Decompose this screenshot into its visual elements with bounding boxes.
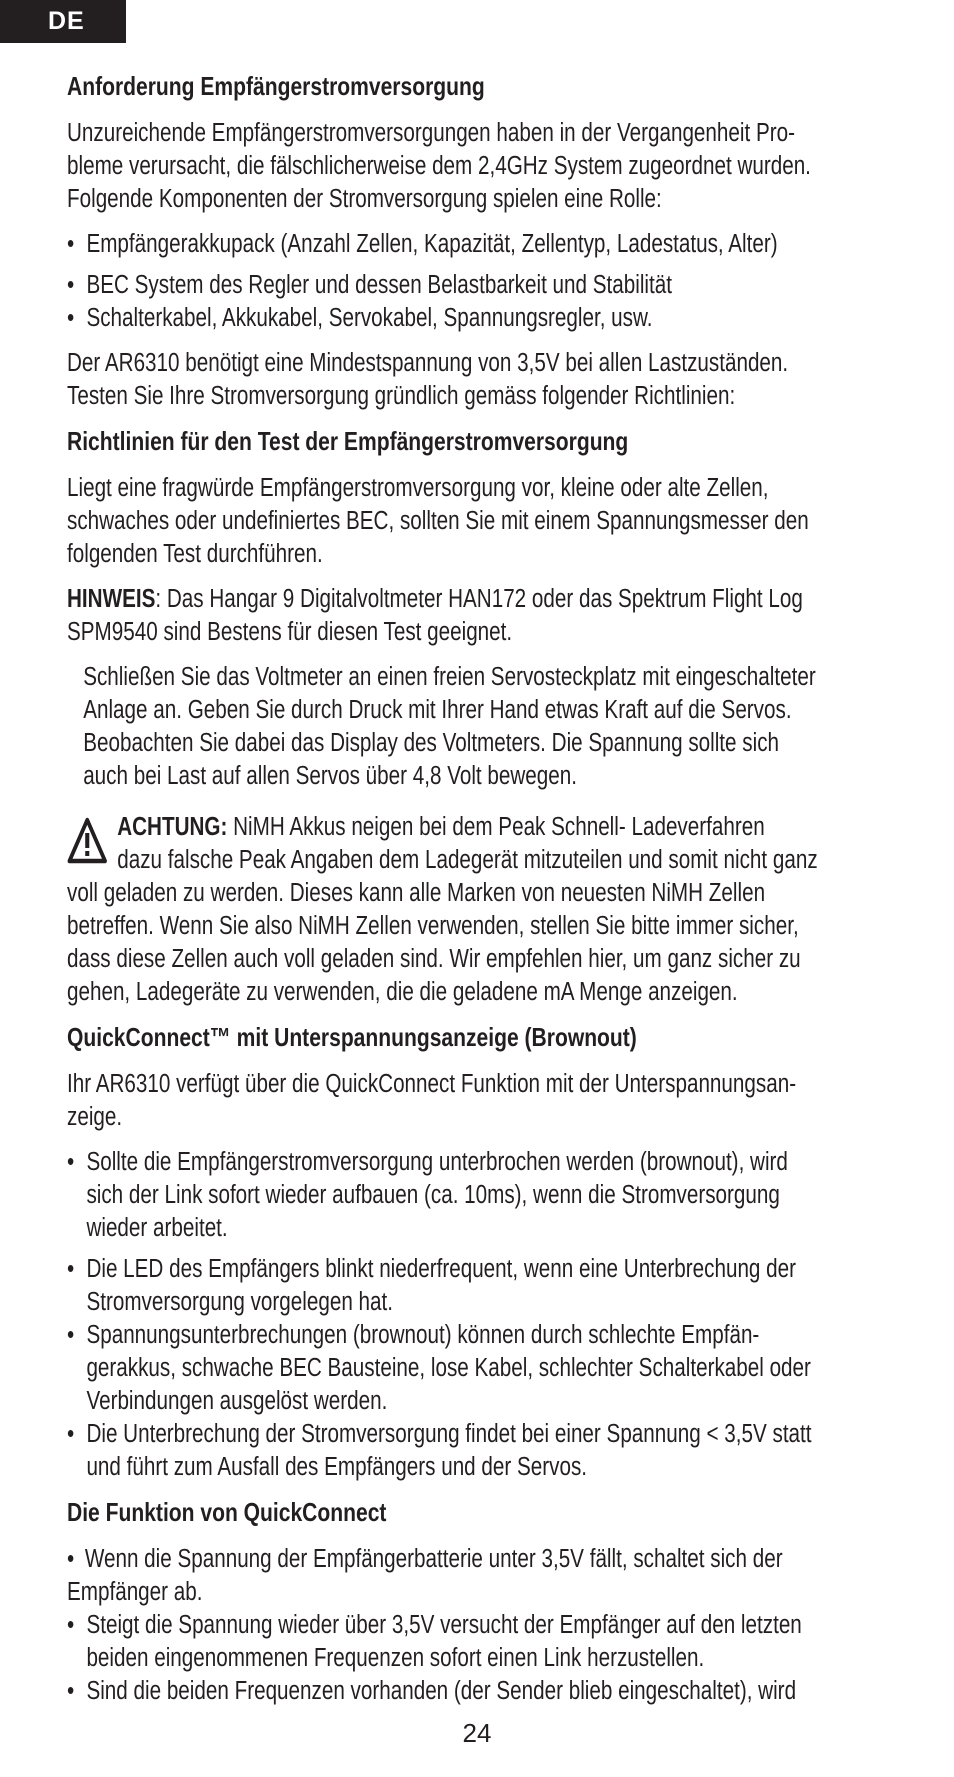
list-item: • Sollte die Empfängerstromversorgung unterbrochen werden (brownout), wird sich der Link sofort wieder aufbauen (ca. 10ms), wenn die Stromversorgung wieder arbeitet. — [67, 1146, 887, 1245]
list-item: • BEC System des Regler und dessen Belastbarkeit und Stabilität — [67, 269, 887, 302]
language-tab: DE — [0, 0, 126, 43]
quickconnect-intro: Ihr AR6310 verfügt über die QuickConnect Funktion mit der Unterspannungsan- zeige. — [67, 1070, 797, 1131]
min-voltage-paragraph: Der AR6310 benötigt eine Mindestspannung von 3,5V bei allen Lastzuständen. Testen Sie Ihre Stromversorgung gründlich gemäss folgender Richtlinien: — [67, 349, 789, 410]
heading-test-guidelines: Richtlinien für den Test der Empfängerstromversorgung — [67, 426, 629, 456]
note-label: HINWEIS — [67, 585, 156, 613]
note-paragraph: HINWEIS: Das Hangar 9 Digitalvoltmeter HAN172 oder das Spektrum Flight Log SPM9540 sind Bestens für diesen Test geeignet. — [67, 585, 803, 646]
voltmeter-instructions: Schließen Sie das Voltmeter an einen freien Servosteckplatz mit eingeschalteter Anlage an. Geben Sie durch Druck mit Ihrer Hand etwas Kraft auf die Servos. Beobachten Sie dabei das Display des Voltmeters. Die Spannung sollte sich auch bei Last auf allen Servos über 4,8 Volt bewegen. — [83, 663, 816, 790]
brownout-list — [67, 1146, 887, 1484]
test-paragraph: Liegt eine fragwürde Empfängerstromversorgung vor, kleine oder alte Zellen, schwaches oder undefiniertes BEC, sollten Sie mit einem Spannungsmesser den folgenden Test durchführen. — [67, 474, 809, 568]
warning-label: ACHTUNG: — [117, 813, 228, 841]
list-item: • Wenn die Spannung der Empfängerbatterie unter 3,5V fällt, schaltet sich der Empfänger ab. — [67, 1543, 887, 1609]
heading-quickconnect-function: Die Funktion von QuickConnect — [67, 1497, 387, 1527]
list-item: • Sind die beiden Frequenzen vorhanden (der Sender blieb eingeschaltet), wird — [67, 1675, 887, 1708]
function-list — [67, 1543, 887, 1708]
warning-paragraph: ACHTUNG: NiMH Akkus neigen bei dem Peak Schnell- Ladeverfahren dazu falsche Peak Angaben dem Ladegerät mitzuteilen und somit nicht ganz voll geladen zu werden. Dieses kann alle Marken von neuesten NiMH Zellen betreffen. Wenn Sie also NiMH Zellen verwenden, stellen Sie bitte immer sicher, dass diese Zellen auch voll geladen sind. Wir empfehlen hier, um ganz sicher zu gehen, Ladegeräte zu verwenden, die die geladene mA Menge anzeigen. — [67, 813, 818, 1006]
list-item: • Die Unterbrechung der Stromversorgung findet bei einer Spannung < 3,5V statt und führt zum Ausfall des Empfängers und der Servos. — [67, 1418, 887, 1484]
warning-triangle-icon — [67, 817, 108, 865]
heading-quickconnect-brownout: QuickConnect™ mit Unterspannungsanzeige (Brownout) — [67, 1022, 637, 1052]
list-item: • Schalterkabel, Akkukabel, Servokabel, Spannungsregler, usw. — [67, 302, 887, 335]
list-item: • Die LED des Empfängers blinkt niederfrequent, wenn eine Unterbrechung der Stromversorgung vorgelegen hat. — [67, 1253, 887, 1319]
list-item: • Steigt die Spannung wieder über 3,5V versucht der Empfänger auf den letzten beiden eingenommenen Frequenzen sofort einen Link herzustellen. — [67, 1609, 887, 1675]
component-list — [67, 228, 887, 335]
warning-block — [67, 811, 887, 1009]
list-item: • Empfängerakkupack (Anzahl Zellen, Kapazität, Zellentyp, Ladestatus, Alter) — [67, 228, 887, 261]
intro-paragraph: Unzureichende Empfängerstromversorgungen haben in der Vergangenheit Pro- bleme verursacht, die fälschlicherweise dem 2,4GHz System zugeordnet wurden. Folgende Komponenten der Stromversorgung spielen eine Rolle: — [67, 119, 811, 213]
list-item: • Spannungsunterbrechungen (brownout) können durch schlechte Empfän- gerakkus, schwache BEC Bausteine, lose Kabel, schlechter Schalterkabel oder Verbindungen ausgelöst werden. — [67, 1319, 887, 1418]
text-column — [67, 70, 887, 1708]
page-number: 24 — [462, 1718, 492, 1748]
page-content — [67, 70, 887, 1708]
heading-receiver-power: Anforderung Empfängerstromversorgung — [67, 71, 485, 101]
